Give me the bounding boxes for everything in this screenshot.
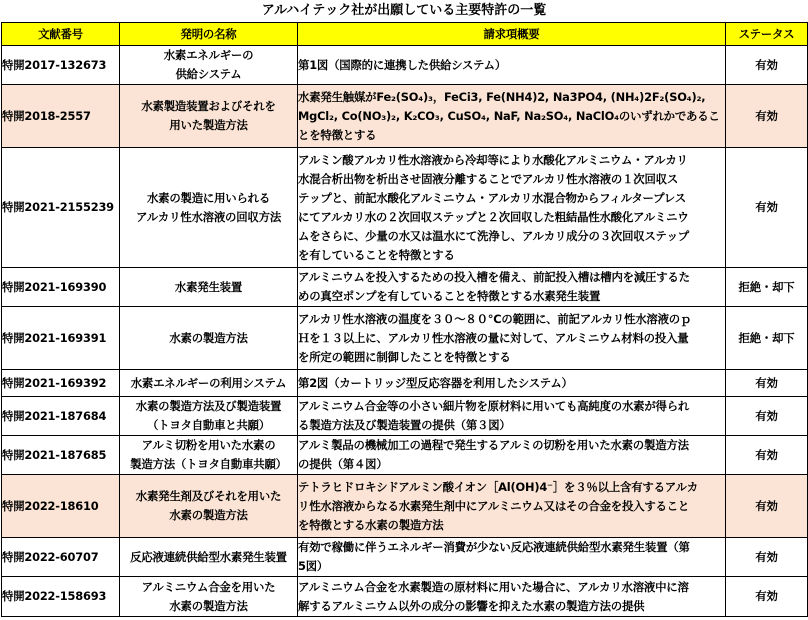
claim-summary: 水素発生触媒がFe₂(SO₄)₃，FeCi3, Fe(NH4)2, Na3PO4, (NH₄)2F₂(SO₄)₂, MgCl₂, Co(NO₃)₂, K₂CO₃, CuSO₄, NaF, Na₂SO₄, NaClO₄のいずれかであるこ とを特徴とする <box>298 85 726 148</box>
status-cell: 有効 <box>726 577 808 617</box>
patent-number: 特開2022-18610 <box>2 475 120 538</box>
table-row <box>2 46 808 85</box>
invention-name: 水素の製造に用いられる アルカリ性水溶液の回収方法 <box>120 148 298 268</box>
patent-number: 特開2021-2155239 <box>2 148 120 268</box>
patent-number: 特開2021-187684 <box>2 397 120 436</box>
patent-number: 特開2021-169392 <box>2 370 120 397</box>
patent-number: 特開2021-169391 <box>2 307 120 370</box>
patent-number: 特開2022-60707 <box>2 538 120 577</box>
status-cell: 有効 <box>726 370 808 397</box>
invention-name: 水素発生装置 <box>120 268 298 307</box>
invention-name: 水素発生剤及びそれを用いた 水素の製造方法 <box>120 475 298 538</box>
status-cell: 有効 <box>726 538 808 577</box>
claim-summary: アルミニウム合金等の小さい細片物を原材料に用いても高純度の水素が得られ る製造方法及び製造装置の提供（第３図） <box>298 397 726 436</box>
claim-summary: 有効で稼働に伴うエネルギー消費が少ない反応液連続供給型水素発生装置（第 5図） <box>298 538 726 577</box>
invention-name: 水素の製造方法 <box>120 307 298 370</box>
patent-number: 特開2017-132673 <box>2 46 120 85</box>
invention-name: 水素製造装置およびそれを 用いた製造方法 <box>120 85 298 148</box>
invention-name: 水素エネルギーの 供給システム <box>120 46 298 85</box>
invention-name: 反応液連続供給型水素発生装置 <box>120 538 298 577</box>
status-cell: 有効 <box>726 397 808 436</box>
header-claims: 請求項概要 <box>298 23 726 46</box>
invention-name: 水素の製造方法及び製造装置 （トヨタ自動車と共願） <box>120 397 298 436</box>
table-row <box>2 148 808 268</box>
status-cell: 有効 <box>726 148 808 268</box>
table-row <box>2 85 808 148</box>
table-row <box>2 538 808 577</box>
patent-number: 特開2018-2557 <box>2 85 120 148</box>
table-row <box>2 436 808 475</box>
invention-name: アルミニウム合金を用いた 水素の製造方法 <box>120 577 298 617</box>
status-cell: 有効 <box>726 85 808 148</box>
header-row <box>2 23 808 46</box>
table-row <box>2 397 808 436</box>
invention-name: アルミ切粉を用いた水素の 製造方法（トヨタ自動車共願） <box>120 436 298 475</box>
patent-number: 特開2022-158693 <box>2 577 120 617</box>
status-cell: 有効 <box>726 436 808 475</box>
claim-summary: アルミニウム合金を水素製造の原材料に用いた場合に、アルカリ水溶液中に溶 解するアルミニウム以外の成分の影響を抑えた水素の製造方法の提供 <box>298 577 726 617</box>
table-row <box>2 370 808 397</box>
status-cell: 有効 <box>726 46 808 85</box>
claim-summary: アルミン酸アルカリ性水溶液から冷却等により水酸化アルミニウム・アルカリ 水混合析出物を析出させ固液分離することでアルカリ性水溶液の１次回収ス テップと、前記水酸化アルミニウム・アルカリ水混合物からフィルタープレス にてアルカリ水の２次回収ステップと２次回収した粗結晶性水酸化アルミニウ ムをさらに、少量の水又は温水にて洗浄し、アルカリ成分の３次回収ステップ を有していることを特徴とする <box>298 148 726 268</box>
patent-table <box>1 22 808 617</box>
claim-summary: テトラヒドロキシドアルミン酸イオン［Al(OH)4⁻］を３％以上含有するアルカ リ性水溶液からなる水素発生剤中にアルミニウム又はその合金を投入すること を特徴とする水素の製造方法 <box>298 475 726 538</box>
claim-summary: 第1図（国際的に連携した供給システム） <box>298 46 726 85</box>
claim-summary: 第2図（カートリッジ型反応容器を利用したシステム） <box>298 370 726 397</box>
header-status: ステータス <box>726 23 808 46</box>
status-cell: 拒絶・却下 <box>726 268 808 307</box>
page-title: アルハイテック社が出願している主要特許の一覧 <box>261 3 547 18</box>
table-row <box>2 475 808 538</box>
claim-summary: アルミ製品の機械加工の過程で発生するアルミの切粉を用いた水素の製造方法 の提供（第４図） <box>298 436 726 475</box>
patent-number: 特開2021-169390 <box>2 268 120 307</box>
status-cell: 有効 <box>726 475 808 538</box>
table-row <box>2 268 808 307</box>
patent-number: 特開2021-187685 <box>2 436 120 475</box>
status-cell: 拒絶・却下 <box>726 307 808 370</box>
header-number: 文献番号 <box>2 23 120 46</box>
invention-name: 水素エネルギーの利用システム <box>120 370 298 397</box>
table-row <box>2 307 808 370</box>
table-row <box>2 577 808 617</box>
claim-summary: アルミニウムを投入するための投入槽を備え、前記投入槽は槽内を減圧するた めの真空ポンプを有していることを特徴とする水素発生装置 <box>298 268 726 307</box>
header-name: 発明の名称 <box>120 23 298 46</box>
claim-summary: アルカリ性水溶液の温度を３０～８０℃の範囲に、前記アルカリ性水溶液のｐ Ｈを１３以上に、アルカリ性水溶液の量に対して、アルミニウム材料の投入量 を所定の範囲に制御したことを特徴とする <box>298 307 726 370</box>
